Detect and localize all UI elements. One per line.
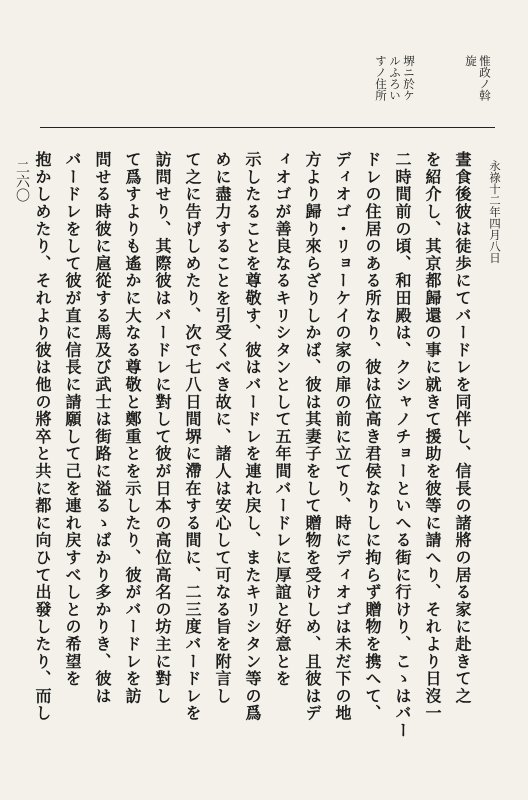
page-number: 二六〇: [14, 160, 30, 202]
headnote-line: 堺ニ於ケ: [402, 55, 416, 101]
body-line: 抱かしめたり、それより彼は他の將卒と共に都に向ひて出發したり、而し: [33, 151, 52, 722]
headnote-line: 旋: [464, 55, 478, 67]
headnote-divider: [40, 127, 495, 128]
body-line: バードレをして彼が直に信長に請願して己を連れ戻すべしとの希望を: [63, 151, 82, 688]
body-line: 晝食後彼は徒歩にてバードレを同伴し、信長の諸將の居る家に赴きて之: [453, 151, 472, 705]
body-line: 示したることを尊敬す、彼はバードレを連れ戻し、またキリシタン等の爲: [243, 151, 262, 722]
body-line: 方より歸り來らざりしかば、彼は其妻子をして贈物を受けしめ、且彼はデ: [303, 151, 322, 722]
body-line: ドレの住居のある所なり、彼は位高き君侯なりしに拘らず贈物を携へて、: [363, 151, 382, 722]
headnote-line: すノ住所: [374, 55, 388, 101]
headnote-line: 惟政ノ斡: [478, 55, 492, 101]
body-line: 二時間前の頃、和田殿は、クシャノチョーといへる街に行けり、こゝはバー: [393, 151, 412, 740]
body-line: めに盡力することを引受くべき故に、諸人は安心して可なる旨を附言し: [213, 151, 232, 705]
body-line: を紹介し、其京都歸還の事に就きて援助を彼等に請へり、それより日沒一: [423, 151, 442, 722]
body-line: て之に告げしめたり、次で七八日間堺に滯在する間に、二三度バードレを: [183, 151, 202, 722]
body-line: ィオゴが善良なるキリシタンとして五年間バードレに厚誼と好意とを: [273, 151, 292, 688]
headnote-line: ルふろい: [388, 55, 402, 101]
body-line: ディオゴ・リョーケイの家の扉の前に立てり、時にディオゴは未だ下の地: [333, 151, 352, 722]
body-line: 問せる時彼に扈從する馬及び武士は街路に溢るゝばかり多かりき、彼は: [93, 151, 112, 705]
body-line: 訪問せり、其際彼はバードレに對して彼が日本の高位高名の坊主に對し: [153, 151, 172, 705]
running-header-date: 永祿十二年四月八日: [488, 160, 502, 264]
body-line: て爲すよりも遙かに大なる尊敬と鄭重とを示したり、彼がバードレを訪: [123, 151, 142, 705]
